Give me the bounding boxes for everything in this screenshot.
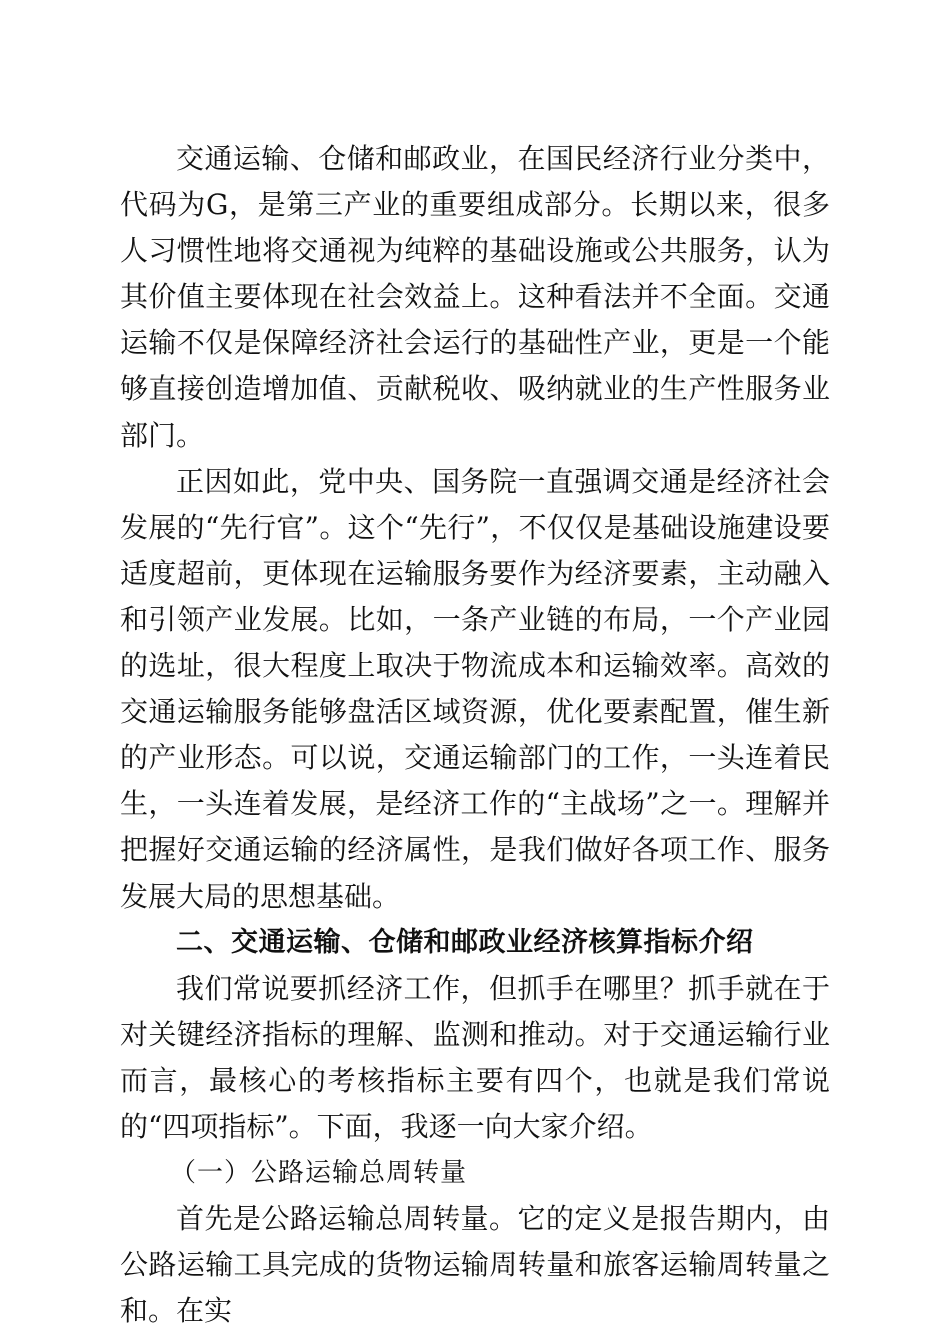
subsection-heading: （一）公路运输总周转量 [170,1158,468,1189]
section-heading: 二、交通运输、仓储和邮政业经济核算指标介绍 [176,926,754,958]
paragraph-pioneer: 正因如此，党中央、国务院一直强调交通是经济社会发展的“先行官”。这个“先行”，不仅仅是基础设施建设要适度超前，更体现在运输服务要作为经济要素，主动融入和引领产业发展。比如，一条产业链的布局，一个产业园的选址，很大程度上取决于物流成本和运输效率。高效的交通运输服务能够盘活区域资源，优化要素配置，催生新的产业形态。可以说，交通运输部门的工作，一头连着民生，一头连着发展，是经济工作的“主战场”之一。理解并把握好交通运输的经济属性，是我们做好各项工作、服务发展大局的思想基础。 [120,464,830,913]
paragraph-road-turnover: 首先是公路运输总周转量。它的定义是报告期内，由公路运输工具完成的货物运输周转量和旅客运输周转量之和。在实 [120,1202,830,1328]
paragraph-indicators-intro: 我们常说要抓经济工作，但抓手在哪里？抓手就在于对关键经济指标的理解、监测和推动。对于交通运输行业而言，最核心的考核指标主要有四个，也就是我们常说的“四项指标”。下面，我逐一向大家介绍。 [120,971,830,1143]
document-body [120,136,830,1334]
paragraph-industry-role: 交通运输、仓储和邮政业，在国民经济行业分类中，代码为G，是第三产业的重要组成部分。长期以来，很多人习惯性地将交通视为纯粹的基础设施或公共服务，认为其价值主要体现在社会效益上。这种看法并不全面。交通运输不仅是保障经济社会运行的基础性产业，更是一个能够直接创造增加值、贡献税收、吸纳就业的生产性服务业部门。 [120,142,830,452]
